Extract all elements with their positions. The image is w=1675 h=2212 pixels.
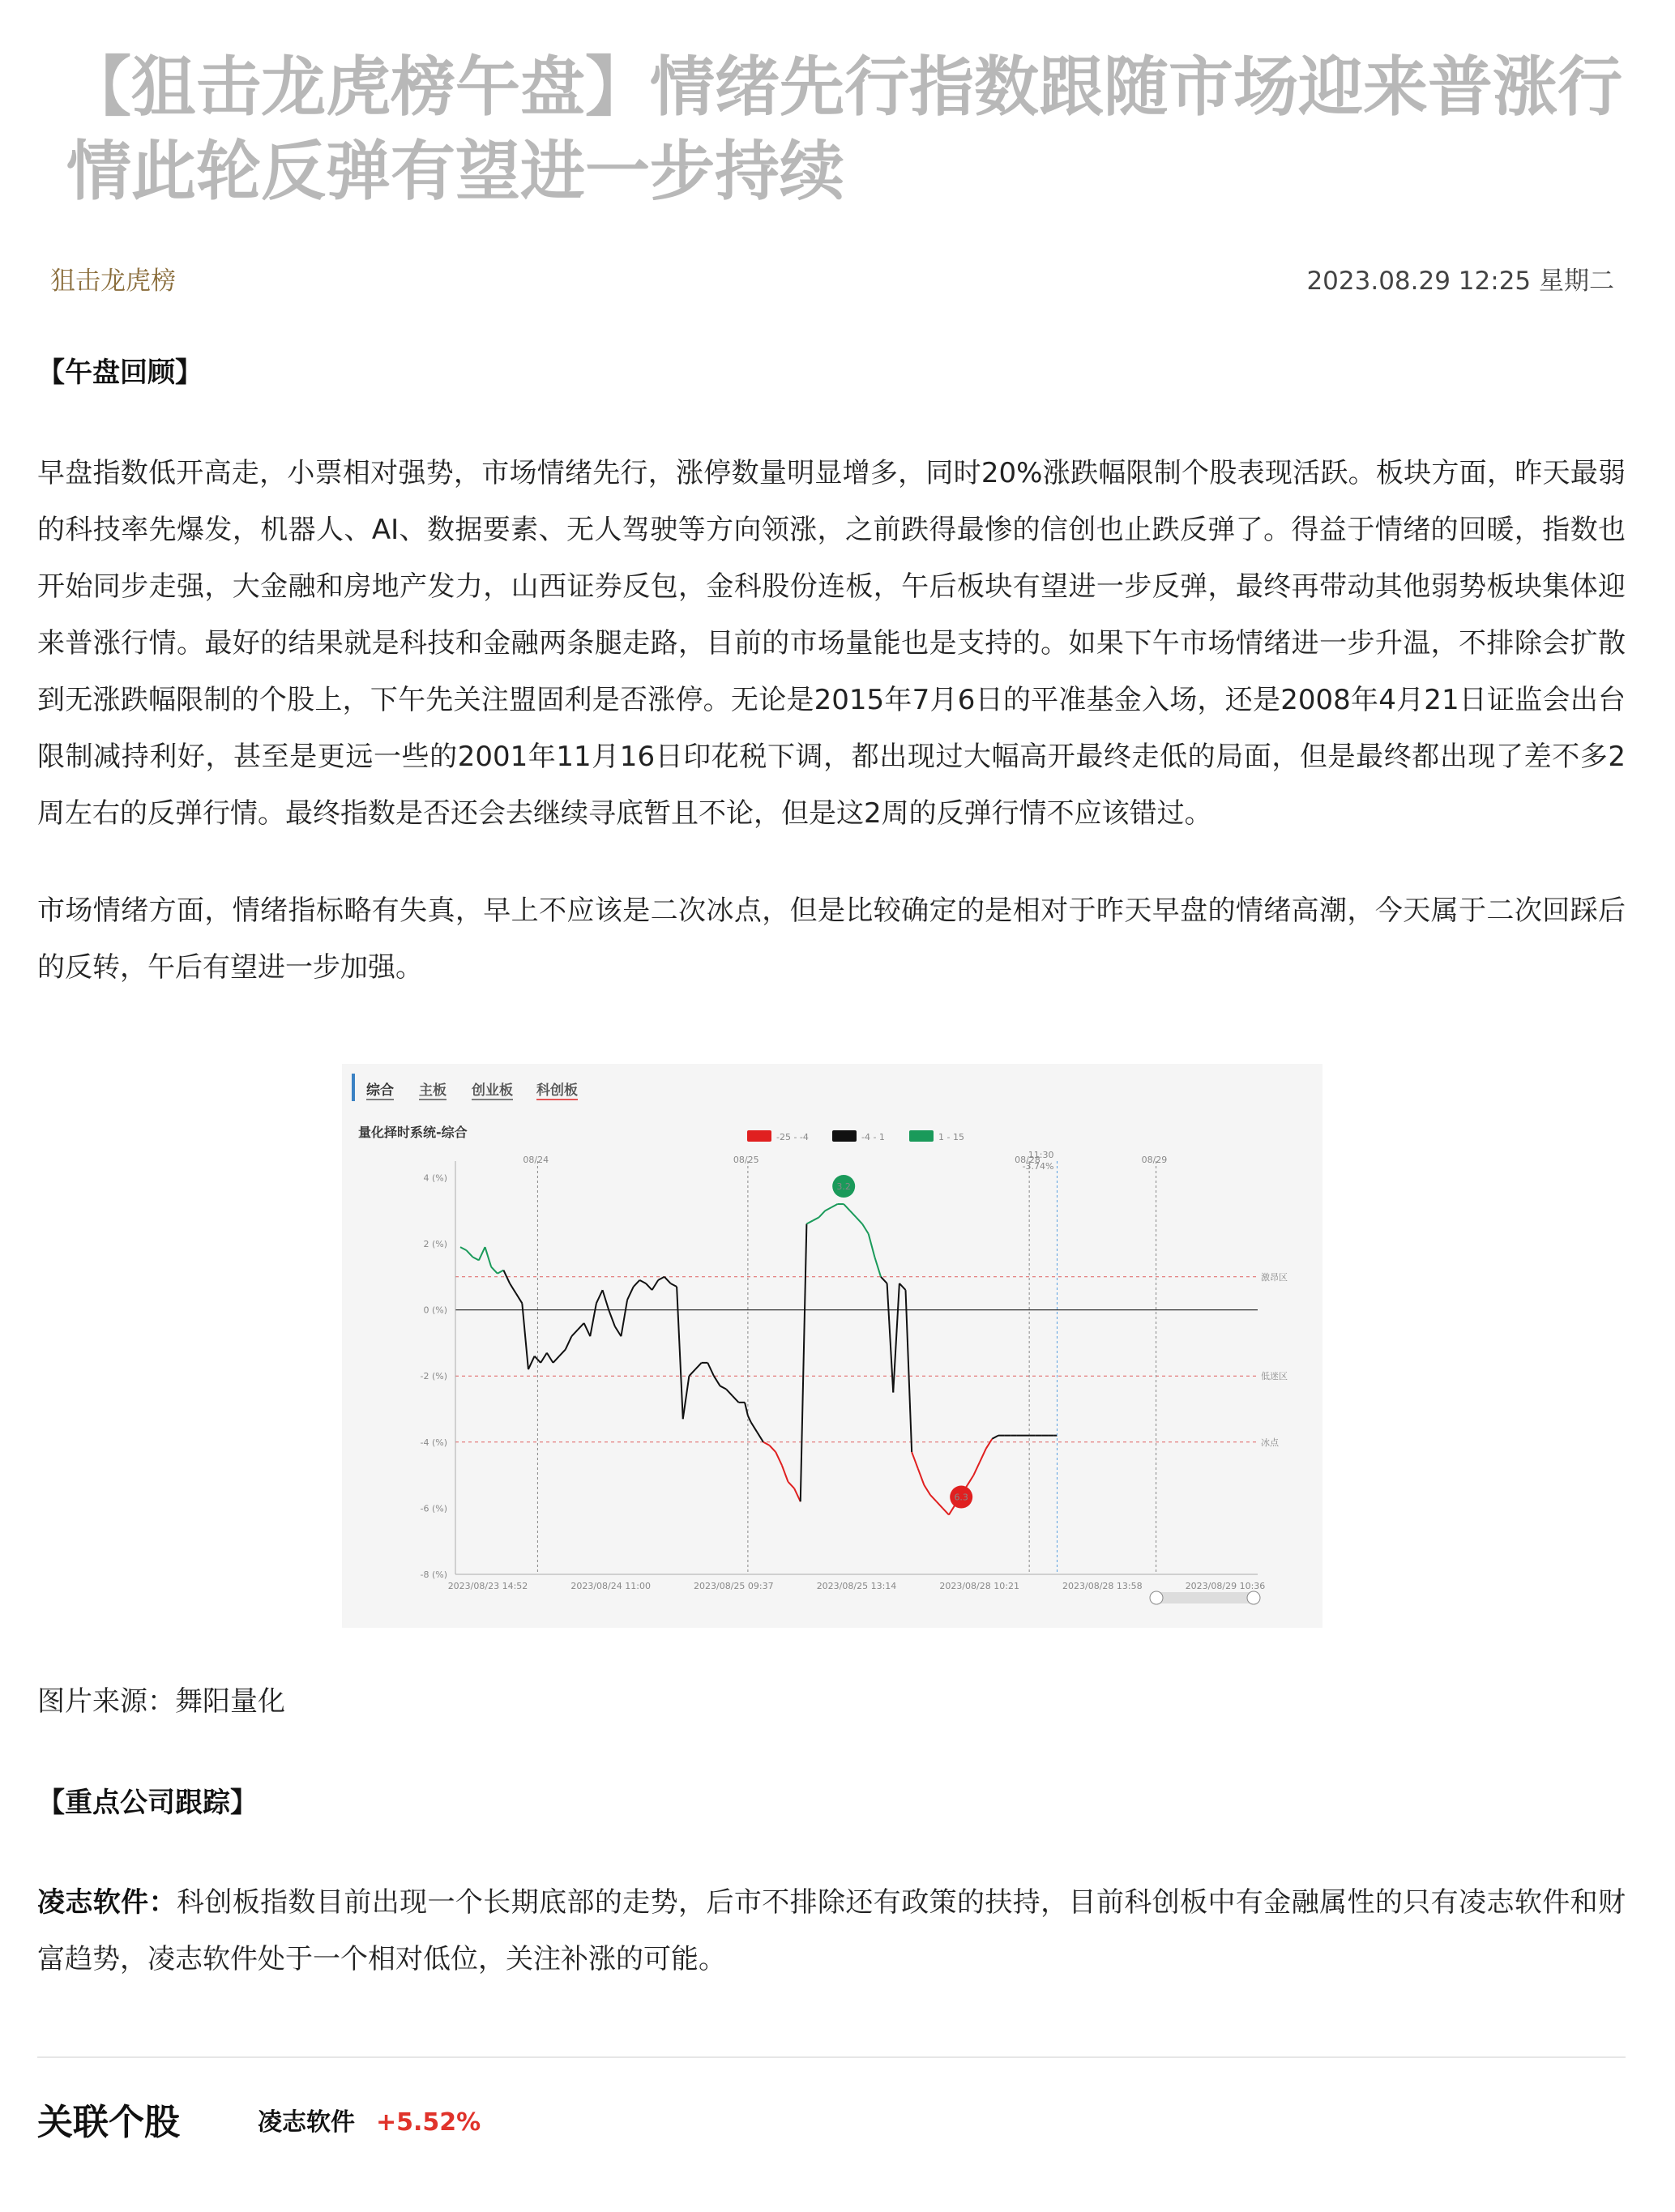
focus-separator: ： [148,1886,177,1919]
series-segment [652,1280,659,1290]
latest-value: -3.74% [1022,1161,1054,1172]
legend-label: -25 - -4 [776,1132,809,1142]
zone-label: 激昂区 [1261,1271,1288,1283]
series-segment [881,1277,887,1283]
series-segment [695,1363,702,1369]
y-tick-label: 4 (%) [423,1172,447,1184]
series-segment [498,1270,504,1274]
range-slider-handle-left [1150,1591,1163,1604]
chart-title: 量化择时系统-综合 [358,1125,468,1140]
legend-swatch [747,1130,771,1142]
section-heading-focus: 【重点公司跟踪】 [37,1787,258,1819]
series-segment [813,1217,819,1220]
divider [37,2056,1626,2058]
paragraph-sentiment: 市场情绪方面，情绪指标略有失真，早上不应该是二次冰点，但是比较确定的是相对于昨天早盘的情绪高潮，今天属于二次回踩后的反转，午后有望进一步加强。 [37,895,1626,984]
legend-swatch [909,1130,934,1142]
latest-time: 11:30 [1028,1150,1054,1160]
image-caption: 图片来源：舞阳量化 [37,1685,285,1718]
series-segment [571,1330,578,1336]
day-label: 08/25 [733,1155,759,1165]
series-segment [646,1283,652,1290]
y-tick-label: -4 (%) [420,1437,447,1448]
series-segment [472,1257,479,1260]
series-segment [528,1356,535,1369]
series-segment [937,1501,943,1508]
series-segment [603,1290,609,1309]
related-stock-name[interactable]: 凌志软件 [258,2108,355,2137]
series-segment [874,1257,881,1276]
series-segment [714,1376,720,1386]
series-segment [788,1482,794,1488]
series-segment [825,1207,831,1211]
x-tick-label: 2023/08/25 13:14 [816,1581,897,1591]
series-segment [942,1508,949,1514]
article-title: 【狙击龙虎榜午盘】情绪先行指数跟随市场迎来普涨行情此轮反弹有望进一步持续 [66,49,1622,209]
legend-label: 1 - 15 [938,1132,964,1142]
low-marker-label: 6.3 [954,1492,968,1503]
author-link[interactable]: 狙击龙虎榜 [50,267,176,296]
day-label: 08/28 [1015,1155,1040,1165]
series-segment [899,1283,906,1290]
article-meta [50,261,1614,301]
day-label: 08/24 [523,1155,549,1165]
y-tick-label: -6 (%) [420,1503,447,1514]
series-segment [831,1204,838,1207]
focus-company-name: 凌志软件 [37,1886,149,1919]
series-segment [664,1277,671,1283]
series-segment [677,1287,683,1419]
series-segment [516,1293,523,1303]
series-segment [745,1403,748,1416]
chart-image [342,1064,1322,1628]
series-segment [547,1353,553,1363]
x-tick-label: 2023/08/28 13:58 [1062,1581,1143,1591]
x-tick-label: 2023/08/24 11:00 [570,1581,651,1591]
related-stocks-label: 关联个股 [37,2102,180,2143]
series-segment [819,1211,826,1217]
series-segment [670,1283,677,1287]
series-segment [541,1353,547,1363]
high-marker-label: 3.2 [836,1181,851,1193]
legend-swatch [832,1130,857,1142]
series-segment [683,1376,690,1419]
focus-text: 科创板指数目前出现一个长期底部的走势，后市不排除还有政策的扶持，目前科创板中有金融属性的只有凌志软件和财富趋势，凌志软件处于一个相对低位，关注补涨的可能。 [37,1886,1626,1975]
series-segment [806,1220,813,1223]
range-slider-handle-right [1247,1591,1260,1604]
series-segment [770,1445,776,1452]
chart-tab[interactable]: 创业板 [472,1083,513,1099]
series-segment [621,1300,627,1336]
series-segment [980,1449,986,1462]
zone-label: 冰点 [1261,1437,1279,1448]
series-segment [968,1475,974,1485]
tab-accent-bar [352,1074,355,1101]
series-segment [763,1442,770,1445]
series-segment [949,1505,955,1514]
series-segment [986,1439,993,1449]
day-label: 08/29 [1141,1155,1168,1165]
range-slider-track [1152,1592,1258,1603]
series-segment [634,1280,640,1287]
series-segment [751,1422,758,1432]
series-segment [584,1323,591,1336]
series-segment [689,1369,695,1376]
series-segment [924,1485,930,1495]
x-tick-label: 2023/08/28 10:21 [939,1581,1019,1591]
series-segment [658,1277,664,1280]
series-segment [609,1310,615,1326]
chart-tab[interactable]: 综合 [366,1083,394,1099]
series-segment [862,1224,869,1234]
series-segment [801,1224,807,1502]
series-segment [776,1452,782,1465]
series-segment [973,1462,980,1475]
series-segment [720,1386,727,1389]
chart-tab[interactable]: 主板 [419,1083,447,1099]
series-segment [596,1290,603,1303]
series-segment [535,1356,538,1360]
legend-label: -4 - 1 [861,1132,885,1142]
x-tick-label: 2023/08/29 10:36 [1185,1581,1266,1591]
series-segment [707,1363,714,1376]
series-segment [992,1436,998,1439]
series-segment [850,1211,857,1217]
zone-label: 低迷区 [1261,1371,1288,1382]
timing-chart [342,1064,1322,1628]
series-segment [726,1390,733,1396]
publish-datetime: 2023.08.29 12:25 星期二 [1306,267,1614,296]
series-segment [733,1396,739,1403]
series-segment [869,1234,875,1258]
series-segment [491,1267,498,1274]
series-segment [930,1495,937,1501]
series-segment [467,1250,473,1257]
paragraph-review: 早盘指数低开高走，小票相对强势，市场情绪先行，涨停数量明显增多，同时20%涨跌幅限制个股表现活跃。板块方面，昨天最弱的科技率先爆发，机器人、AI、数据要素、无人驾驶等方向领涨，之前跌得最惨的信创也止跌反弹了。得益于情绪的回暖，指数也开始同步走强，大金融和房地产发力，山西证券反包，金科股份连板，午后板块有望进一步反弹，最终再带动其他弱势板块集体迎来普涨行情。最好的结果就是科技和金融两条腿走路，目前的市场量能也是支持的。如果下午市场情绪进一步升温，不排除会扩散到无涨跌幅限制的个股上，下午先关注盟固利是否涨停。无论是2015年7月6日的平准基金入场，还是2008年4月21日证监会出台限制减持利好，甚至是更远一些的2001年11月16日印花税下调，都出现过大幅高开最终走低的局面，但是最终都出现了差不多2周左右的反弹行情。最终指数是否还会去继续寻底暂且不论，但是这2周的反弹行情不应该错过。 [37,457,1626,830]
series-segment [782,1465,788,1481]
series-segment [522,1303,528,1369]
y-tick-label: 0 (%) [423,1305,447,1316]
series-segment [578,1323,584,1330]
related-stock-change: +5.52% [376,2108,481,2137]
y-tick-label: -2 (%) [420,1371,447,1382]
series-segment [510,1283,516,1293]
series-segment [553,1356,559,1363]
series-segment [559,1350,566,1356]
y-tick-label: 2 (%) [423,1239,447,1249]
x-tick-label: 2023/08/25 09:37 [694,1581,774,1591]
series-segment [639,1280,646,1283]
series-segment [794,1488,801,1501]
series-segment [615,1326,622,1336]
y-tick-label: -8 (%) [420,1569,447,1580]
series-segment [912,1452,918,1468]
paragraph-focus [37,1874,1626,1988]
series-segment [906,1290,912,1452]
series-segment [460,1247,467,1250]
series-segment [856,1217,862,1223]
series-segment [748,1416,751,1422]
series-segment [590,1303,596,1336]
series-segment [844,1204,850,1211]
series-segment [485,1247,492,1266]
chart-tab[interactable]: 科创板 [536,1083,578,1099]
series-segment [479,1247,485,1260]
series-segment [918,1468,925,1484]
section-heading-review: 【午盘回顾】 [37,357,203,389]
series-segment [627,1287,634,1300]
x-tick-label: 2023/08/23 14:52 [447,1581,528,1591]
series-segment [566,1336,572,1349]
series-segment [757,1433,763,1442]
